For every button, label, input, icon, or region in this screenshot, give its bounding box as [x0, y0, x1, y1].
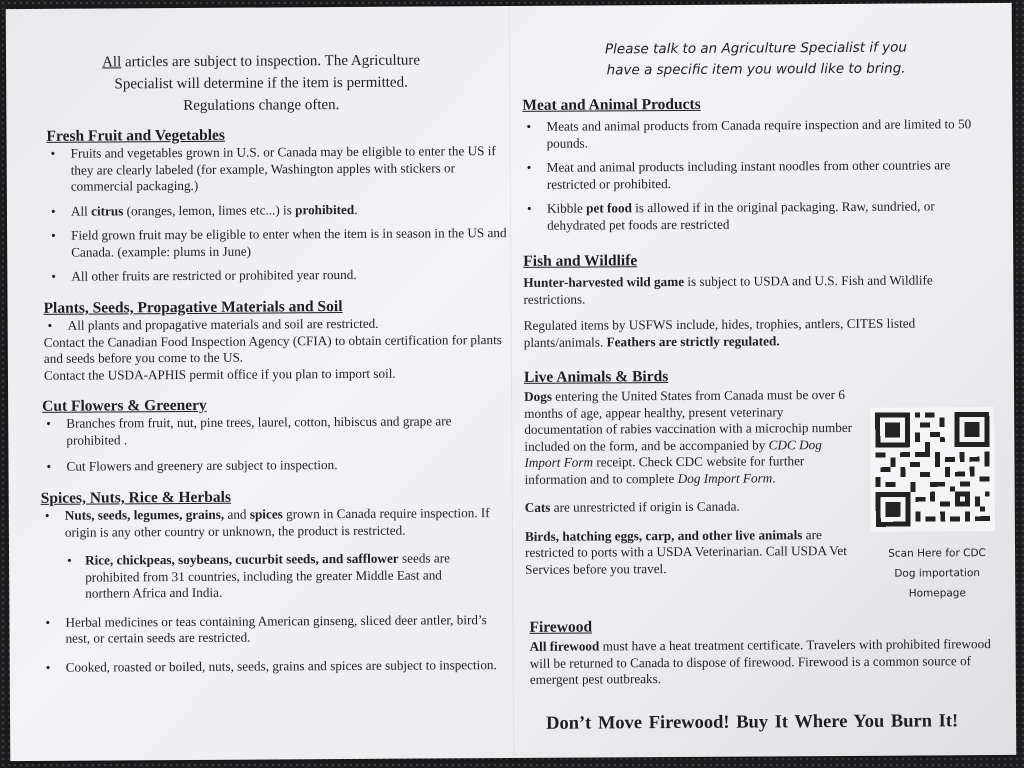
fruit-bullet-2: • All citrus (oranges, lemon, limes etc...) is prohibited. — [47, 201, 507, 220]
meat-bullet-1: • Meats and animal products from Canada require inspection and are limited to 50 pounds. — [522, 116, 978, 152]
section-meat — [522, 93, 979, 234]
document-page — [6, 3, 1017, 761]
qr-caption: Scan Here for CDC Dog importation Homepage — [888, 547, 986, 600]
page-fold — [509, 6, 515, 758]
section-fish — [523, 249, 980, 351]
fruit-heading: Fresh Fruit and Vegetables — [46, 126, 225, 145]
section-plants — [43, 296, 504, 384]
live-paragraph-3: Birds, hatching eggs, carp, and other live animals are restricted to ports with a USDA Veterinarian. Call USDA Vet Services before you travel. — [524, 526, 847, 577]
section-flowers — [42, 394, 502, 475]
meat-bullet-3: • Kibble pet food is allowed if in the original packaging. Raw, sundried, or dehydrated pet foods are restricted — [523, 198, 979, 234]
live-paragraph-2: Cats are unrestricted if origin is Canada. — [524, 498, 740, 515]
intro-line1: articles are subject to inspection. The Agriculture — [121, 52, 421, 71]
fish-heading: Fish and Wildlife — [523, 252, 638, 270]
firewood-paragraph: All firewood must have a heat treatment certificate. Travelers with prohibited firewood will be returned to Canada to dispose of firewood. Firewood is a common source of emergent pest outbreaks. — [529, 636, 991, 687]
intro-line2: Specialist will determine if the item is permitted. — [114, 74, 408, 93]
qr-code-icon[interactable] — [870, 407, 995, 532]
note-line2: have a specific item you would like to bring. — [606, 60, 906, 79]
fish-paragraph-1: Hunter-harvested wild game is subject to USDA and U.S. Fish and Wildlife restrictions. — [523, 272, 933, 307]
section-fruit — [46, 124, 507, 285]
plants-heading: Plants, Seeds, Propagative Materials and Soil — [43, 298, 343, 317]
intro-line3: Regulations change often. — [183, 97, 340, 114]
fruit-bullet-3: • Field grown fruit may be eligible to enter when the item is in season in the US and Canada. (example: plums in June) — [47, 225, 507, 261]
plants-bullet-1: • All plants and propagative materials and soil are restricted. — [44, 315, 504, 334]
spices-bullet-2: • Rice, chickpeas, soybeans, cucurbit seeds, and safflower seeds are prohibited from 31 countries, including the greater Middle East and northern Africa and India. — [41, 550, 501, 602]
live-heading: Live Animals & Birds — [523, 368, 669, 386]
firewood-slogan: Don’t Move Firewood! Buy It Where You Burn It! — [546, 711, 959, 734]
flowers-bullet-1: • Branches from fruit, nut, pine trees, laurel, cotton, hibiscus and grape are prohibited . — [42, 413, 502, 449]
spices-bullet-3: • Herbal medicines or teas containing American ginseng, sliced deer antler, bird’s nest, or certain seeds are restricted. — [41, 612, 501, 648]
fruit-bullet-4: • All other fruits are restricted or prohibited year round. — [47, 266, 507, 285]
plants-paragraph-2: Contact the USDA-APHIS permit office if you plan to import soil. — [43, 365, 396, 383]
specialist-note — [576, 37, 936, 81]
spices-heading: Spices, Nuts, Rice & Herbals — [40, 488, 232, 507]
intro-text — [61, 49, 461, 117]
spices-bullet-1: • Nuts, seeds, legumes, grains, and spices grown in Canada require inspection. If origin is any other country or unknown, the product is restricted. — [41, 505, 501, 541]
flowers-bullet-2: • Cut Flowers and greenery are subject to inspection. — [42, 456, 502, 475]
firewood-heading: Firewood — [529, 618, 593, 636]
flowers-heading: Cut Flowers & Greenery — [42, 396, 207, 415]
live-paragraph-1: Dogs entering the United States from Canada must be over 6 months of age, appear healthy, present veterinary documentation of rabies vaccination with a microchip number included on the form, and be accompanied by CDC Dog Import Form receipt. Check CDC website for further information and to complete Dog Import Form. — [524, 386, 853, 487]
section-spices — [41, 486, 502, 676]
meat-heading: Meat and Animal Products — [522, 95, 701, 114]
meat-bullet-2: • Meat and animal products including instant noodles from other countries are restricted or prohibited. — [523, 157, 979, 193]
fruit-bullet-1: • Fruits and vegetables grown in U.S. or Canada may be eligible to enter the US if they are clearly labeled (for example, Washington apples with stickers or commercial packaging.) — [47, 143, 507, 195]
section-firewood — [529, 615, 991, 688]
note-line1: Please talk to an Agriculture Specialist if you — [604, 39, 907, 58]
spices-bullet-4: • Cooked, roasted or boiled, nuts, seeds, grains and spices are subject to inspection. — [42, 657, 502, 676]
intro-first-word: All — [102, 54, 122, 71]
plants-paragraph-1: Contact the Canadian Food Inspection Agency (CFIA) to obtain certification for plants and seeds before you come to the US. — [43, 331, 502, 366]
fish-paragraph-2: Regulated items by USFWS include, hides, trophies, antlers, CITES listed plants/animals. Feathers are strictly regulated. — [523, 315, 916, 350]
